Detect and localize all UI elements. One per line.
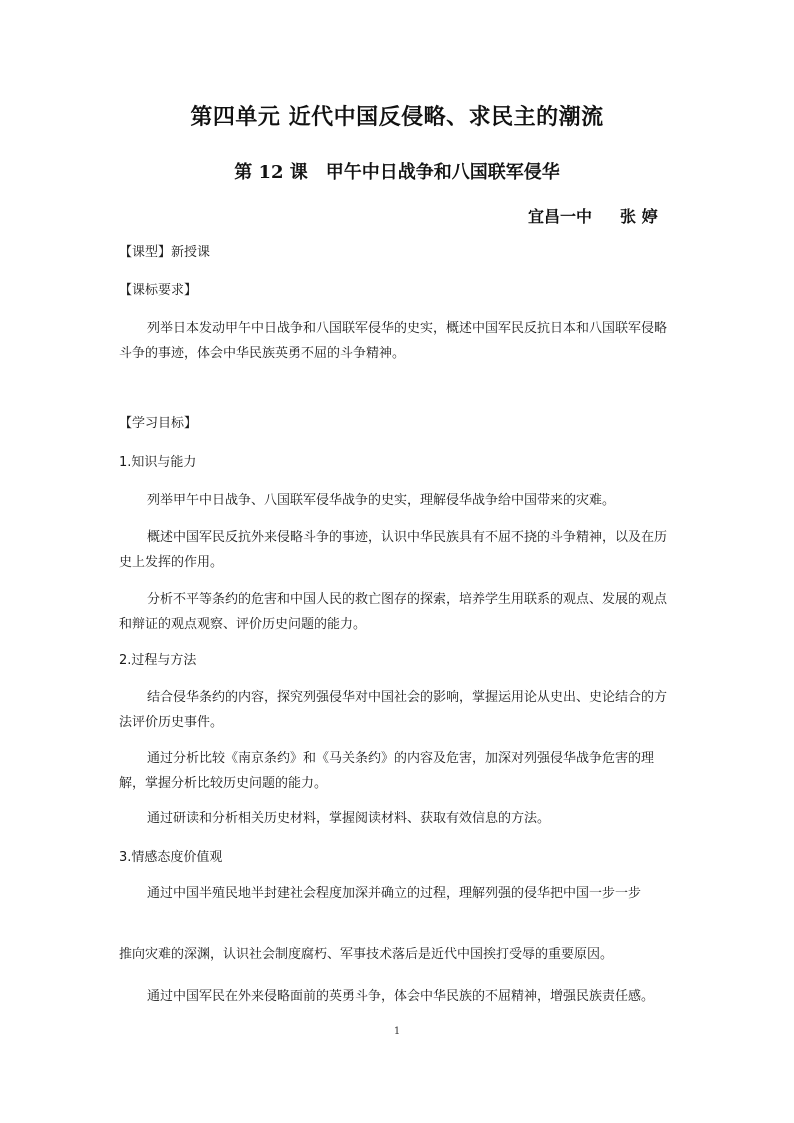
process-paragraph: 结合侵华条约的内容，探究列强侵华对中国社会的影响，掌握运用论从史出、史论结合的方法评价历史事件。 <box>119 690 668 730</box>
curriculum-text: 列举日本发动甲午中日战争和八国联军侵华的史实，概述中国军民反抗日本和八国联军侵略斗争的事迹，体会中华民族英勇不屈的斗争精神。 <box>119 321 668 361</box>
process-heading: 2.过程与方法 <box>119 653 197 668</box>
knowledge-heading: 1.知识与能力 <box>119 455 197 470</box>
process-paragraph: 通过分析比较《南京条约》和《马关条约》的内容及危害，加深对列强侵华战争危害的理解，掌握分析比较历史问题的能力。 <box>119 751 655 791</box>
school-name: 宜昌一中 <box>528 207 593 226</box>
knowledge-paragraph: 列举甲午中日战争、八国联军侵华战争的史实，理解侵华战争给中国带来的灾难。 <box>147 493 616 508</box>
process-paragraph: 通过研读和分析相关历史材料，掌握阅读材料、获取有效信息的方法。 <box>147 811 551 826</box>
curriculum-heading: 【课标要求】 <box>119 283 198 298</box>
unit-title: 第四单元 近代中国反侵略、求民主的潮流 <box>190 104 604 130</box>
values-paragraph: 通过中国半殖民地半封建社会程度加深并确立的过程，理解列强的侵华把中国一步一步 <box>147 886 642 901</box>
knowledge-paragraph: 分析不平等条约的危害和中国人民的救亡图存的探索，培养学生用联系的观点、发展的观点和辩证的观点观察、评价历史问题的能力。 <box>119 592 668 632</box>
values-paragraph: 通过中国军民在外来侵略面前的英勇斗争，体会中华民族的不屈精神，增强民族责任感。 <box>147 989 655 1004</box>
lesson-title: 第 12 课 甲午中日战争和八国联军侵华 <box>234 162 560 183</box>
author-name: 张 婷 <box>620 207 658 226</box>
author-line <box>528 204 658 227</box>
knowledge-paragraph: 概述中国军民反抗外来侵略斗争的事迹，认识中华民族具有不屈不挠的斗争精神，以及在历史上发挥的作用。 <box>119 530 668 570</box>
objectives-heading: 【学习目标】 <box>119 416 198 431</box>
values-paragraph-continued: 推向灾难的深渊，认识社会制度腐朽、军事技术落后是近代中国挨打受辱的重要原因。 <box>119 947 614 962</box>
lesson-type: 【课型】新授课 <box>119 245 211 260</box>
values-heading: 3.情感态度价值观 <box>119 850 223 865</box>
page-number: 1 <box>393 1026 401 1037</box>
